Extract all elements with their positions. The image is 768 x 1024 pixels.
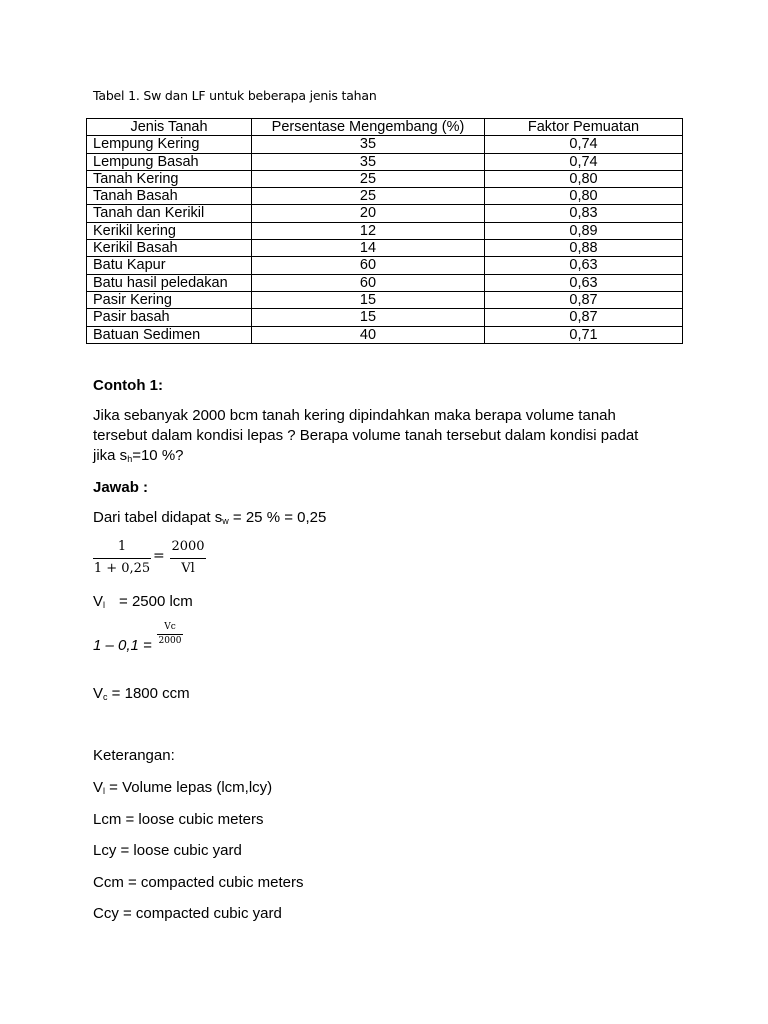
note-lcm: Lcm = loose cubic meters: [93, 811, 264, 828]
question-line-3: jika $s_h=10$ %?: [93, 447, 184, 464]
table-row: [87, 326, 683, 343]
question-line-1: Jika sebanyak 2000 bcm tanah kering dipindahkan maka berapa volume tanah: [93, 407, 616, 424]
cell-swell-percent: 15: [252, 291, 485, 308]
note-ccm: Ccm = compacted cubic meters: [93, 874, 304, 891]
cell-soil-type: Tanah Basah: [87, 188, 252, 205]
fraction-right: [170, 539, 206, 576]
fraction-left: [93, 539, 151, 576]
cell-soil-type: Tanah Kering: [87, 170, 252, 187]
fraction-right-denominator: Vl: [181, 561, 195, 576]
table-row: [87, 222, 683, 239]
table-row: [87, 153, 683, 170]
header-soil-type: Jenis Tanah: [87, 119, 252, 136]
cell-load-factor: 0,80: [485, 170, 683, 187]
table-row: [87, 257, 683, 274]
given-value: Dari tabel didapat $s_w = 25$ % = 0,25: [93, 509, 327, 526]
cell-load-factor: 0,80: [485, 188, 683, 205]
cell-soil-type: Batuan Sedimen: [87, 326, 252, 343]
formula2-fraction: [157, 622, 183, 646]
cell-swell-percent: 15: [252, 309, 485, 326]
answer-heading: Jawab :: [93, 479, 149, 496]
cell-swell-percent: 35: [252, 153, 485, 170]
cell-soil-type: Lempung Kering: [87, 136, 252, 153]
table-row: [87, 291, 683, 308]
result-loose-volume: $V_l = 2500$ lcm: [93, 593, 193, 610]
formula2-expression: 1 – 0,1 =: [93, 637, 152, 654]
question-line-2: tersebut dalam kondisi lepas ? Berapa volume tanah tersebut dalam kondisi padat: [93, 427, 639, 444]
cell-load-factor: 0,74: [485, 153, 683, 170]
equals-sign: =: [153, 548, 165, 564]
note-lcy: Lcy = loose cubic yard: [93, 842, 242, 859]
note-vl: $V_l$ = Volume lepas (lcm,lcy): [93, 779, 273, 796]
cell-swell-percent: 60: [252, 274, 485, 291]
cell-soil-type: Pasir Kering: [87, 291, 252, 308]
cell-load-factor: 0,87: [485, 309, 683, 326]
fraction-right-numerator: 2000: [170, 539, 206, 559]
table-header-row: [87, 119, 683, 136]
cell-soil-type: Tanah dan Kerikil: [87, 205, 252, 222]
cell-load-factor: 0,83: [485, 205, 683, 222]
cell-swell-percent: 25: [252, 170, 485, 187]
cell-soil-type: Batu Kapur: [87, 257, 252, 274]
formula2-numerator: Vc: [157, 622, 183, 635]
example-question: [93, 406, 693, 469]
cell-soil-type: Lempung Basah: [87, 153, 252, 170]
table-row: [87, 205, 683, 222]
cell-load-factor: 0,71: [485, 326, 683, 343]
result-compacted-volume: $V_c = 1800$ ccm: [93, 685, 190, 702]
cell-load-factor: 0,74: [485, 136, 683, 153]
cell-swell-percent: 14: [252, 240, 485, 257]
cell-load-factor: 0,63: [485, 274, 683, 291]
cell-soil-type: Pasir basah: [87, 309, 252, 326]
cell-load-factor: 0,63: [485, 257, 683, 274]
header-swell-percent: Persentase Mengembang (%): [252, 119, 485, 136]
example-heading: Contoh 1:: [93, 377, 163, 394]
cell-soil-type: Batu hasil peledakan: [87, 274, 252, 291]
fraction-left-denominator: 1 + 0,25: [93, 561, 151, 576]
table-row: [87, 188, 683, 205]
table-row: [87, 240, 683, 257]
header-load-factor: Faktor Pemuatan: [485, 119, 683, 136]
cell-load-factor: 0,89: [485, 222, 683, 239]
formula2-denominator: 2000: [158, 636, 182, 646]
cell-swell-percent: 20: [252, 205, 485, 222]
table-row: [87, 170, 683, 187]
cell-soil-type: Kerikil Basah: [87, 240, 252, 257]
cell-swell-percent: 60: [252, 257, 485, 274]
cell-swell-percent: 40: [252, 326, 485, 343]
notes-heading: Keterangan:: [93, 747, 175, 764]
table-row: [87, 309, 683, 326]
table-row: [87, 136, 683, 153]
cell-swell-percent: 12: [252, 222, 485, 239]
cell-swell-percent: 35: [252, 136, 485, 153]
cell-load-factor: 0,88: [485, 240, 683, 257]
table-row: [87, 274, 683, 291]
fraction-left-numerator: 1: [93, 539, 151, 559]
cell-swell-percent: 25: [252, 188, 485, 205]
cell-soil-type: Kerikil kering: [87, 222, 252, 239]
soil-table: [86, 118, 683, 344]
note-ccy: Ccy = compacted cubic yard: [93, 905, 282, 922]
table-caption: Tabel 1. Sw dan LF untuk beberapa jenis tahan: [93, 88, 377, 103]
cell-load-factor: 0,87: [485, 291, 683, 308]
